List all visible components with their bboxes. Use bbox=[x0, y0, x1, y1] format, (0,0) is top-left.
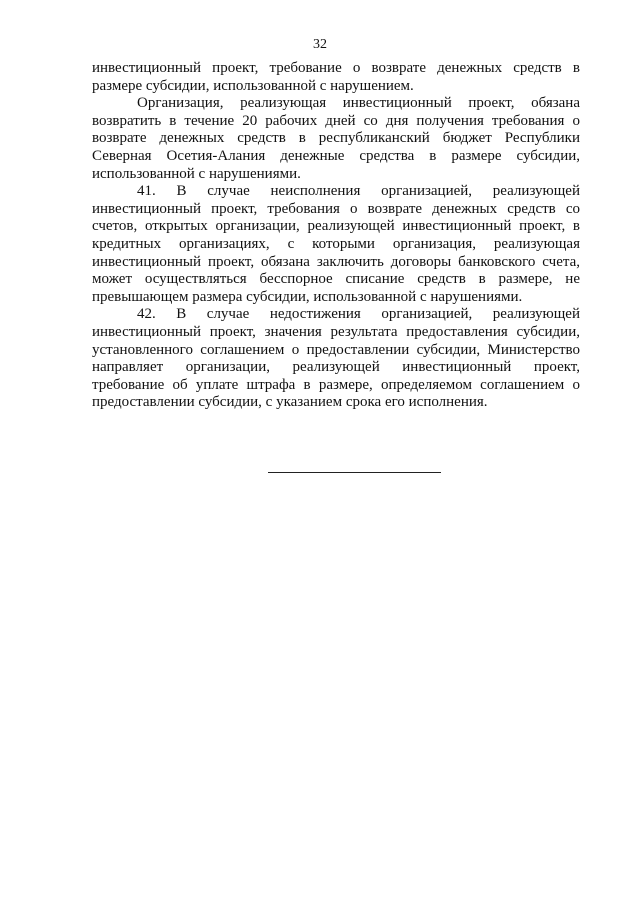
paragraph-clause-41: 41. В случае неисполнения организацией, реализующей инвестиционный проект, требования о возврате денежных средств со счетов, открытых организации, реализующей инвестиционный проект, в кредитных организациях, с которыми организация, реализующая инвестиционный проект, обязана заключить договоры банковского счета, может осуществляться бесспорное списание средств в размере, не превышающем размера субсидии, использованной с нарушениями. bbox=[92, 183, 580, 305]
paragraph-refund-obligation: Организация, реализующая инвестиционный проект, обязана возвратить в течение 20 рабочих дней со дня получения требования о возврате денежных средств в республиканский бюджет Республики Северная Осетия-Алания денежные средства в размере субсидии, использованной с нарушениями. bbox=[92, 95, 580, 182]
document-body bbox=[92, 60, 580, 412]
page-number: 32 bbox=[313, 37, 327, 52]
paragraph-continuation: инвестиционный проект, требование о возврате денежных средств в размере субсидии, использованной с нарушением. bbox=[92, 60, 580, 94]
end-separator-line bbox=[268, 472, 441, 473]
paragraph-clause-42: 42. В случае недостижения организацией, реализующей инвестиционный проект, значения результата предоставления субсидии, установленного соглашением о предоставлении субсидии, Министерство направляет организации, реализующей инвестиционный проект, требование об уплате штрафа в размере, определяемом соглашением о предоставлении субсидии, с указанием срока его исполнения. bbox=[92, 306, 580, 411]
